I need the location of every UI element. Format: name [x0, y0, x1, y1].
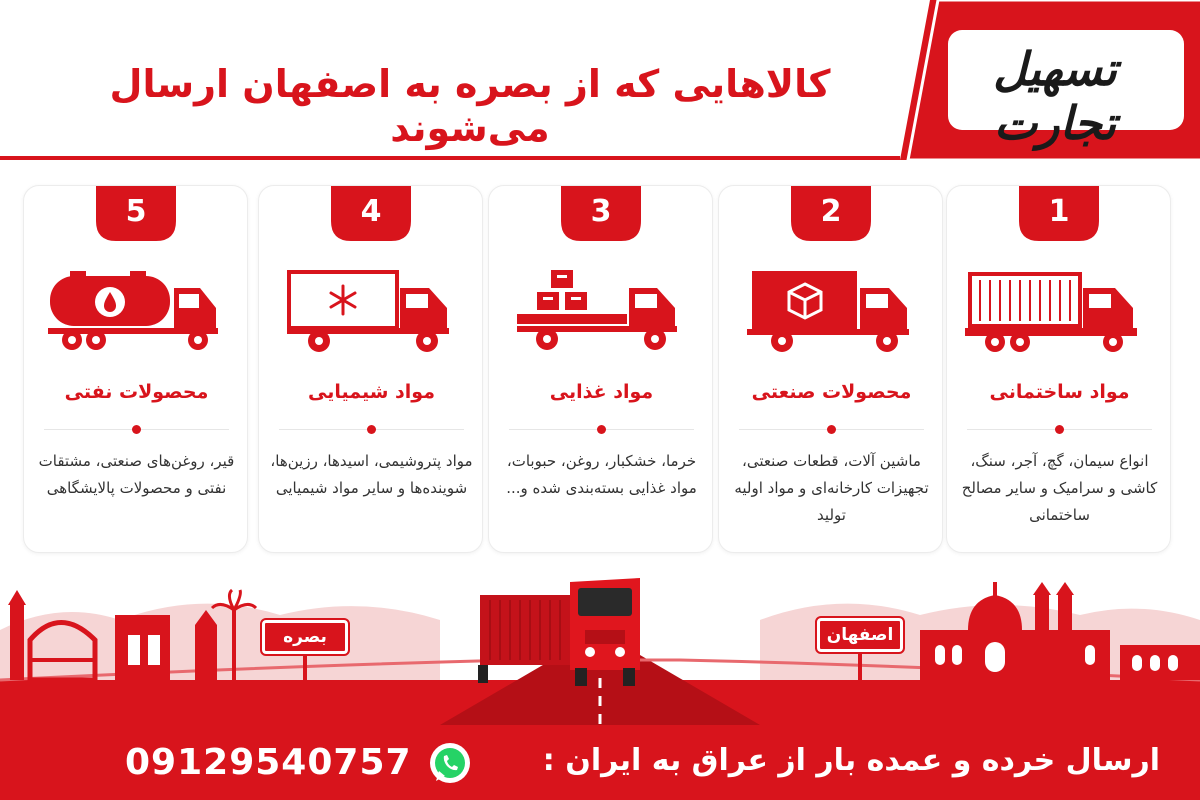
card-construction	[946, 185, 1171, 553]
header	[0, 0, 1200, 160]
phone-number[interactable]: 09129540757	[125, 742, 412, 783]
card-description: قیر، روغن‌های صنعتی، مشتقات نفتی و محصولات پالایشگاهی	[38, 452, 235, 497]
divider-dot	[827, 425, 836, 434]
number-badge	[561, 186, 641, 241]
card-industrial	[718, 185, 943, 553]
card-food	[488, 185, 713, 553]
card-chemical	[258, 185, 483, 553]
tanker-truck-icon	[42, 266, 232, 356]
footer-text: ارسال خرده و عمده بار از عراق به ایران :	[542, 743, 1160, 778]
container-truck-icon	[965, 266, 1155, 356]
route-illustration	[0, 560, 1200, 730]
badge-number: 1	[1048, 194, 1070, 229]
refrigerated-truck-icon	[277, 266, 467, 356]
card-description: مواد پتروشیمی، اسیدها، رزین‌ها، شوینده‌ها و سایر مواد شیمیایی	[270, 452, 473, 497]
card-description: انواع سیمان، گچ، آجر، سنگ، کاشی و سرامیک و سایر مصالح ساختمانی	[961, 452, 1158, 524]
card-description: ماشین آلات، قطعات صنعتی، تجهیزات کارخانه‌ای و مواد اولیه تولید	[734, 452, 929, 524]
footer-bar	[0, 725, 1200, 800]
divider-dot	[597, 425, 606, 434]
card-description: خرما، خشکبار، روغن، حبوبات، مواد غذایی بسته‌بندی شده و...	[506, 452, 697, 497]
badge-number: 2	[820, 194, 842, 229]
card-title: مواد شیمیایی	[308, 381, 435, 403]
card-title: محصولات نفتی	[64, 381, 209, 403]
number-badge	[791, 186, 871, 241]
page-title: کالاهایی که از بصره به اصفهان ارسال می‌شوند	[109, 62, 831, 150]
basra-sign: بصره	[262, 620, 348, 654]
divider-dot	[367, 425, 376, 434]
flatbed-truck-icon	[507, 266, 697, 356]
divider-dot	[1055, 425, 1064, 434]
divider-dot	[132, 425, 141, 434]
isfahan-sign: اصفهان	[817, 618, 903, 652]
number-badge	[1019, 186, 1099, 241]
badge-number: 3	[590, 194, 612, 229]
number-badge	[331, 186, 411, 241]
header-divider	[0, 156, 900, 160]
card-title: مواد غذایی	[549, 381, 654, 403]
brand-logo	[900, 0, 1200, 160]
card-title: مواد ساختمانی	[989, 381, 1130, 403]
card-title: محصولات صنعتی	[751, 381, 912, 403]
card-petroleum	[23, 185, 248, 553]
box-truck-icon	[737, 266, 927, 356]
whatsapp-icon[interactable]	[428, 741, 472, 785]
badge-number: 4	[360, 194, 382, 229]
cargo-cards	[18, 185, 1183, 555]
badge-number: 5	[125, 194, 147, 229]
number-badge	[96, 186, 176, 241]
brand-logo-text: تسهیل تجارت	[993, 42, 1117, 150]
